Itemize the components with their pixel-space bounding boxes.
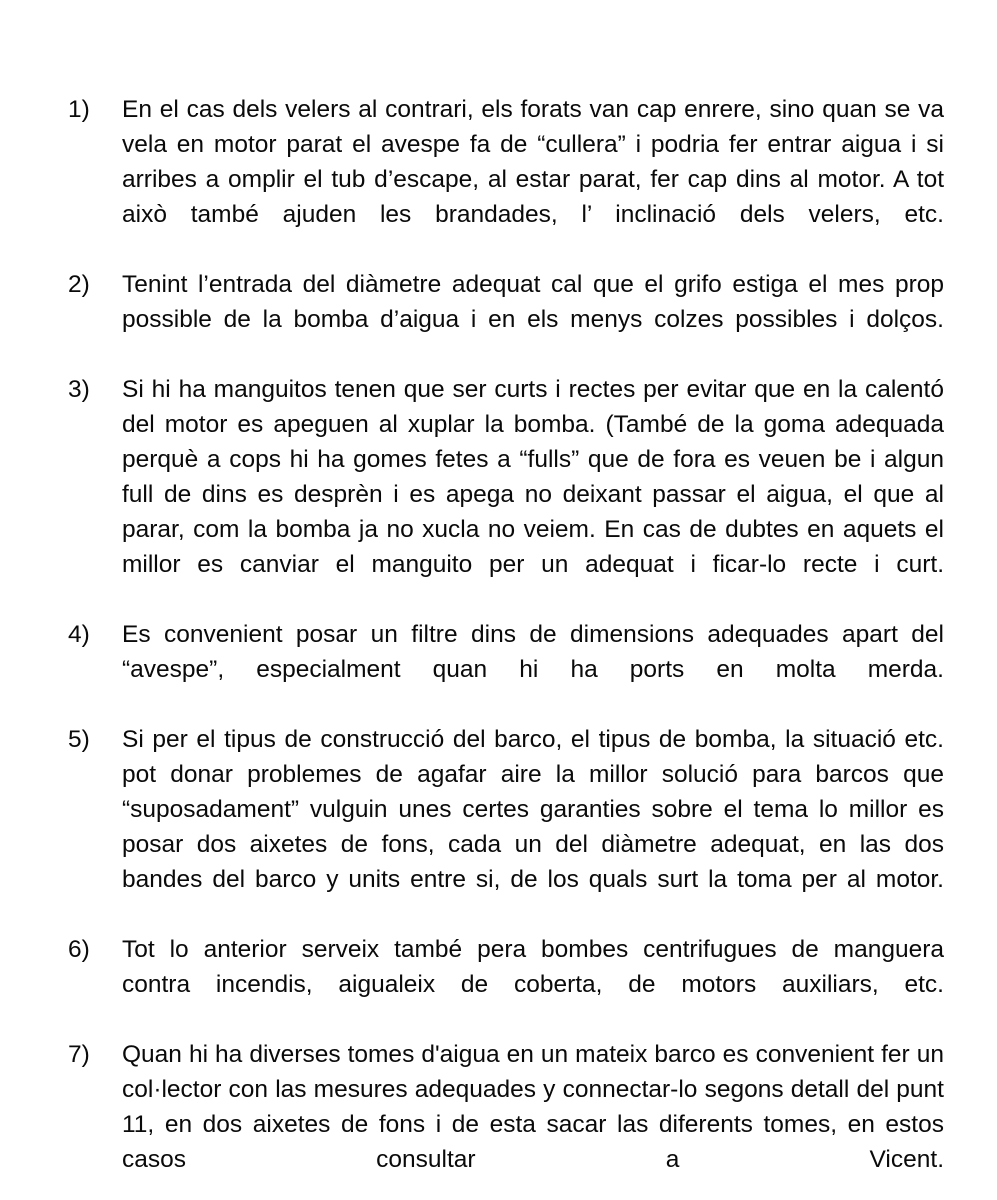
list-item-number: 2) <box>68 271 90 298</box>
list-item-text: Tot lo anterior serveix també pera bombes centrifugues de manguera contra incendis, aigualeix de coberta, de motors auxiliars, etc. <box>122 936 944 998</box>
list-item-number: 1) <box>68 96 90 123</box>
list-item <box>62 1037 944 1200</box>
list-item-text: Tenint l’entrada del diàmetre adequat cal que el grifo estiga el mes prop possible de la bomba d’aigua i en els menys colzes possibles i dolços. <box>122 271 944 333</box>
list-item <box>62 267 944 372</box>
list-item <box>62 932 944 1037</box>
list-item <box>62 617 944 722</box>
list-item-number: 6) <box>68 936 90 963</box>
list-item <box>62 372 944 617</box>
list-item-number: 4) <box>68 621 90 648</box>
document-body <box>62 92 944 1200</box>
list-item-text: Si hi ha manguitos tenen que ser curts i rectes per evitar que en la calentó del motor es apeguen al xuplar la bomba. (També de la goma adequada perquè a cops hi ha gomes fetes a “fulls” que de fora es veuen be i algun full de dins es desprèn i es apega no deixant passar el aigua, el que al parar, com la bomba ja no xucla no veiem. En cas de dubtes en aquets el millor es canviar el manguito per un adequat i ficar-lo recte i curt. <box>122 376 944 578</box>
list-item-text: Si per el tipus de construcció del barco, el tipus de bomba, la situació etc. pot donar problemes de agafar aire la millor solució para barcos que “suposadament” vulguin unes certes garanties sobre el tema lo millor es posar dos aixetes de fons, cada un del diàmetre adequat, en las dos bandes del barco y units entre si, de los quals surt la toma per al motor. <box>122 726 944 893</box>
list-item-text: Es convenient posar un filtre dins de dimensions adequades apart del “avespe”, especialment quan hi ha ports en molta merda. <box>122 621 944 683</box>
list-item-number: 3) <box>68 376 90 403</box>
list-item-number: 7) <box>68 1041 90 1068</box>
list-item-text: En el cas dels velers al contrari, els forats van cap enrere, sino quan se va vela en motor parat el avespe fa de “cullera” i podria fer entrar aigua i si arribes a omplir el tub d’escape, al estar parat, fer cap dins al motor. A tot això també ajuden les brandades, l’ inclinació dels velers, etc. <box>122 96 944 228</box>
list-item-text: Quan hi ha diverses tomes d'aigua en un mateix barco es convenient fer un col·lector con las mesures adequades y connectar-lo segons detall del punt 11, en dos aixetes de fons i de esta sacar las diferents tomes, en estos casos consultar a Vicent. <box>122 1041 944 1173</box>
numbered-list <box>62 92 944 1200</box>
list-item <box>62 92 944 267</box>
list-item-number: 5) <box>68 726 90 753</box>
list-item <box>62 722 944 932</box>
